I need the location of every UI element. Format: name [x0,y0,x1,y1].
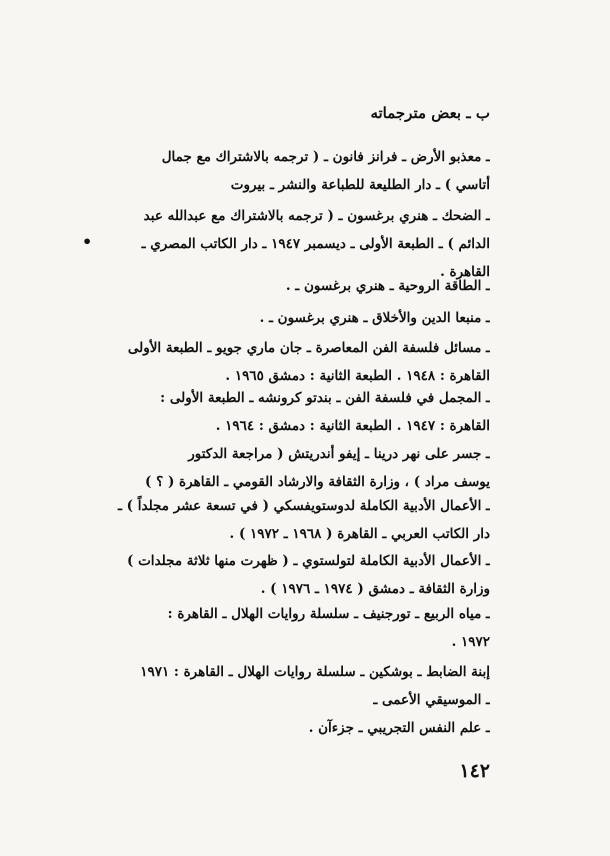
entry-line: ـ معذبو الأرض ـ فرانز فانون ـ ( ترجمه بالاشتراك مع جمال [161,149,490,165]
entry-line: ـ مياه الربيع ـ تورجنيف ـ سلسلة روايات الهلال ـ القاهرة : [167,606,490,622]
bibliography-entry [105,384,490,440]
entry-line: ـ الضحك ـ هنري برغسون ـ ( ترجمه بالاشتراك مع عبدالله عبد [143,208,490,224]
entry-line: وزارة الثقافة ـ دمشق ( ١٩٧٤ ـ ١٩٧٦ ) . [260,581,490,597]
stray-ink-mark: • [82,232,93,251]
entry-line: ـ الأعمال الأدبية الكاملة لدوستويفسكي ( في تسعة عشر مجلداً ) ـ [118,498,490,514]
bibliography-entry [105,440,490,496]
bibliography-entry [105,547,490,603]
entry-line: القاهرة : ١٩٤٧ . الطبعة الثانية : دمشق : ١٩٦٤ . [215,418,490,434]
page-number: ١٤٢ [459,760,490,782]
bibliography-entry [105,304,490,332]
entry-line: إبنة الضابط ـ بوشكين ـ سلسلة روايات الهلال ـ القاهرة : ١٩٧١ [140,664,490,680]
entry-line: ـ علم النفس التجريبي ـ جزءآن . [308,720,490,736]
entry-line: ـ الطاقة الروحية ـ هنري برغسون ـ . [285,278,490,294]
section-heading: ب ـ بعض مترجماته [370,104,490,122]
entry-line: ـ جسر على نهر درينا ـ إيفو أندريتش ( مراجعة الدكتور [188,446,490,462]
entry-line: يوسف مراد ) ، وزارة الثقافة والارشاد القومي ـ القاهرة ( ؟ ) [145,474,490,490]
entry-line: الدائم ) ـ الطبعة الأولى ـ ديسمبر ١٩٤٧ ـ دار الكاتب المصري ـ [141,236,490,252]
entry-line: ـ منبعا الدين والأخلاق ـ هنري برغسون ـ . [259,310,490,326]
entry-line: ـ الموسيقي الأعمى ـ [373,692,490,708]
entry-line: ـ الأعمال الأدبية الكاملة لتولستوي ـ ( ظهرت منها ثلاثة مجلدات ) [127,553,490,569]
entry-line: أتاسي ) ـ دار الطليعة للطباعة والنشر ـ بيروت [230,177,490,193]
entry-line: القاهرة . [440,264,490,280]
entry-line: دار الكاتب العربي ـ القاهرة ( ١٩٦٨ ـ ١٩٧٢ ) . [229,526,490,542]
bibliography-entry [105,658,490,742]
bibliography-entry [105,272,490,300]
entry-line: ـ مسائل فلسفة الفن المعاصرة ـ جان ماري جويو ـ الطبعة الأولى [127,340,490,356]
entry-line: القاهرة : ١٩٤٨ . الطبعة الثانية : دمشق ١٩٦٥ . [225,368,490,384]
bibliography-entry [105,143,490,199]
entry-line: ١٩٧٢ . [451,634,490,650]
bibliography-entry [105,492,490,548]
bibliography-entry [105,600,490,656]
bibliography-entry [105,334,490,390]
entry-line: ـ المجمل في فلسفة الفن ـ بندتو كرونشه ـ الطبعة الأولى : [160,390,490,406]
